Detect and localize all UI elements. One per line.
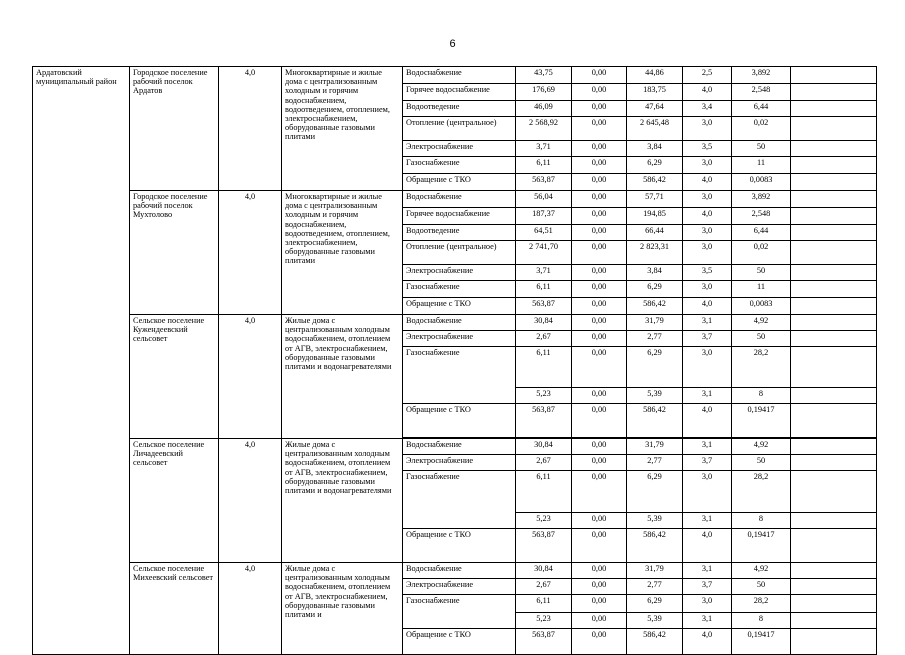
empty-cell: [791, 455, 877, 471]
value-cell: 44,86: [627, 67, 683, 84]
empty-cell: [791, 224, 877, 241]
value-cell: 4,0: [683, 298, 732, 315]
value-cell: 4,92: [732, 563, 791, 579]
service-name: Электроснабжение: [403, 579, 516, 595]
service-name: Водоснабжение: [403, 439, 516, 455]
value-cell: 43,75: [516, 67, 572, 84]
value-cell: 4,0: [683, 174, 732, 191]
value-cell: 30,84: [516, 315, 572, 331]
value-cell: 4,0: [683, 629, 732, 655]
value-cell: 3,4: [683, 100, 732, 117]
housing-description: [282, 191, 403, 315]
empty-cell: [791, 529, 877, 563]
value-cell: 0,00: [572, 513, 627, 529]
value-cell: 563,87: [516, 174, 572, 191]
housing-description: [282, 315, 403, 439]
table-row: [33, 563, 877, 579]
value-cell: 3,0: [683, 347, 732, 388]
housing-description: [282, 563, 403, 655]
value-cell: 2,548: [732, 207, 791, 224]
value-cell: 3,0: [683, 157, 732, 174]
value-cell: 0,19417: [732, 404, 791, 438]
value-cell: 3,84: [627, 140, 683, 157]
empty-cell: [791, 174, 877, 191]
value-cell: 3,892: [732, 191, 791, 208]
value-cell: 183,75: [627, 83, 683, 100]
value-cell: 0,00: [572, 100, 627, 117]
value-cell: 0,00: [572, 264, 627, 281]
value-cell: 50: [732, 140, 791, 157]
value-cell: 6,29: [627, 281, 683, 298]
value-cell: 0,00: [572, 613, 627, 629]
value-cell: 187,37: [516, 207, 572, 224]
value-cell: 46,09: [516, 100, 572, 117]
value-cell: 6,11: [516, 595, 572, 613]
service-name: Отопление (центральное): [403, 241, 516, 264]
value-cell: 6,29: [627, 157, 683, 174]
value-cell: 31,79: [627, 439, 683, 455]
value-cell: 2 823,31: [627, 241, 683, 264]
empty-cell: [791, 471, 877, 513]
value-cell: 3,7: [683, 455, 732, 471]
empty-cell: [791, 117, 877, 140]
value-cell: 6,11: [516, 471, 572, 513]
value-cell: 8: [732, 388, 791, 404]
value-cell: 0,00: [572, 471, 627, 513]
service-name: Обращение с ТКО: [403, 529, 516, 563]
value-cell: 3,0: [683, 241, 732, 264]
value-cell: 0,00: [572, 83, 627, 100]
empty-cell: [791, 388, 877, 404]
service-name: Отопление (центральное): [403, 117, 516, 140]
service-name: Водоснабжение: [403, 315, 516, 331]
empty-cell: [791, 404, 877, 438]
value-cell: 2 741,70: [516, 241, 572, 264]
value-cell: 50: [732, 264, 791, 281]
empty-cell: [791, 83, 877, 100]
value-cell: 0,19417: [732, 629, 791, 655]
value-cell: 3,1: [683, 563, 732, 579]
value-cell: 3,7: [683, 331, 732, 347]
service-name: Водоснабжение: [403, 563, 516, 579]
page-number: 6: [449, 38, 456, 50]
empty-cell: [791, 629, 877, 655]
empty-cell: [791, 67, 877, 84]
value-cell: 0,0083: [732, 298, 791, 315]
table-row: [33, 315, 877, 331]
value-cell: 28,2: [732, 347, 791, 388]
housing-description-text: Жилые дома с централизованным холодным водоснабжением, отоплением от АГВ, электроснабжением, оборудованные газовыми плитами и водонагревателями: [285, 316, 392, 372]
value-cell: 2,77: [627, 455, 683, 471]
service-name: Газоснабжение: [403, 347, 516, 404]
settlement-category: 4,0: [219, 315, 282, 439]
value-cell: 5,39: [627, 513, 683, 529]
value-cell: 3,0: [683, 471, 732, 513]
service-name: Обращение с ТКО: [403, 174, 516, 191]
service-name: Обращение с ТКО: [403, 298, 516, 315]
service-name: Водоснабжение: [403, 67, 516, 84]
empty-cell: [791, 298, 877, 315]
value-cell: 4,0: [683, 83, 732, 100]
empty-cell: [791, 315, 877, 331]
empty-cell: [791, 241, 877, 264]
value-cell: 0,00: [572, 347, 627, 388]
value-cell: 47,64: [627, 100, 683, 117]
value-cell: 586,42: [627, 629, 683, 655]
value-cell: 0,00: [572, 191, 627, 208]
value-cell: 4,0: [683, 207, 732, 224]
value-cell: 5,39: [627, 613, 683, 629]
tariff-table: [32, 66, 877, 655]
empty-cell: [791, 331, 877, 347]
table-row: [33, 67, 877, 84]
service-name: Газоснабжение: [403, 281, 516, 298]
service-name: Электроснабжение: [403, 331, 516, 347]
empty-cell: [791, 579, 877, 595]
settlement-name: Сельское поселение Михеевский сельсовет: [130, 563, 219, 655]
value-cell: 50: [732, 579, 791, 595]
service-name: Газоснабжение: [403, 157, 516, 174]
settlement-name: Городское поселение рабочий поселок Ардатов: [130, 67, 219, 191]
value-cell: 50: [732, 455, 791, 471]
value-cell: 176,69: [516, 83, 572, 100]
value-cell: 0,00: [572, 595, 627, 613]
value-cell: 5,23: [516, 513, 572, 529]
empty-cell: [791, 513, 877, 529]
empty-cell: [791, 191, 877, 208]
service-name: Горячее водоснабжение: [403, 207, 516, 224]
value-cell: 66,44: [627, 224, 683, 241]
value-cell: 2 568,92: [516, 117, 572, 140]
service-name: Водоснабжение: [403, 191, 516, 208]
value-cell: 3,71: [516, 264, 572, 281]
value-cell: 0,00: [572, 207, 627, 224]
empty-cell: [791, 157, 877, 174]
value-cell: 31,79: [627, 315, 683, 331]
value-cell: 3,1: [683, 513, 732, 529]
value-cell: 586,42: [627, 174, 683, 191]
value-cell: 3,892: [732, 67, 791, 84]
table-row: [33, 191, 877, 208]
value-cell: 28,2: [732, 471, 791, 513]
value-cell: 3,0: [683, 117, 732, 140]
value-cell: 30,84: [516, 563, 572, 579]
value-cell: 0,00: [572, 529, 627, 563]
value-cell: 11: [732, 281, 791, 298]
value-cell: 3,1: [683, 315, 732, 331]
value-cell: 6,44: [732, 100, 791, 117]
service-name: Электроснабжение: [403, 264, 516, 281]
settlement-name: Сельское поселение Личадеевский сельсовет: [130, 439, 219, 563]
value-cell: 5,23: [516, 613, 572, 629]
table-body: [33, 67, 877, 655]
value-cell: 2,548: [732, 83, 791, 100]
empty-cell: [791, 100, 877, 117]
value-cell: 6,44: [732, 224, 791, 241]
housing-description-text: Многоквартирные и жилые дома с централизованным холодным и горячим водоснабжением, водоотведением, отоплением, электроснабжением, оборудованные газовыми плитами: [285, 192, 390, 266]
value-cell: 0,00: [572, 298, 627, 315]
settlement-name: Сельское поселение Кужендеевский сельсовет: [130, 315, 219, 439]
value-cell: 0,00: [572, 67, 627, 84]
value-cell: 0,00: [572, 404, 627, 438]
housing-description: [282, 439, 403, 563]
empty-cell: [791, 264, 877, 281]
service-name: Газоснабжение: [403, 595, 516, 629]
value-cell: 0,02: [732, 117, 791, 140]
value-cell: 0,00: [572, 117, 627, 140]
value-cell: 0,00: [572, 331, 627, 347]
value-cell: 2,77: [627, 579, 683, 595]
value-cell: 0,00: [572, 140, 627, 157]
value-cell: 4,92: [732, 315, 791, 331]
empty-cell: [791, 595, 877, 613]
value-cell: 0,02: [732, 241, 791, 264]
value-cell: 4,0: [683, 404, 732, 438]
settlement-category: 4,0: [219, 563, 282, 655]
value-cell: 6,11: [516, 347, 572, 388]
service-name: Электроснабжение: [403, 455, 516, 471]
value-cell: 563,87: [516, 529, 572, 563]
service-name: Водоотведение: [403, 100, 516, 117]
value-cell: 6,29: [627, 347, 683, 388]
value-cell: 3,0: [683, 595, 732, 613]
value-cell: 0,00: [572, 174, 627, 191]
value-cell: 2,67: [516, 331, 572, 347]
settlement-category: 4,0: [219, 439, 282, 563]
value-cell: 56,04: [516, 191, 572, 208]
value-cell: 0,00: [572, 579, 627, 595]
value-cell: 2,67: [516, 455, 572, 471]
empty-cell: [791, 140, 877, 157]
empty-cell: [791, 439, 877, 455]
municipality-cell: Ардатовский муниципальный район: [33, 67, 130, 655]
empty-cell: [791, 563, 877, 579]
value-cell: 5,23: [516, 388, 572, 404]
housing-description-text: Многоквартирные и жилые дома с централизованным холодным и горячим водоснабжением, водоотведением, отоплением, электроснабжением, оборудованные газовыми плитами: [285, 68, 390, 142]
value-cell: 5,39: [627, 388, 683, 404]
value-cell: 586,42: [627, 529, 683, 563]
value-cell: 8: [732, 613, 791, 629]
value-cell: 50: [732, 331, 791, 347]
value-cell: 563,87: [516, 404, 572, 438]
value-cell: 3,5: [683, 140, 732, 157]
empty-cell: [791, 207, 877, 224]
service-name: Газоснабжение: [403, 471, 516, 529]
value-cell: 31,79: [627, 563, 683, 579]
value-cell: 3,84: [627, 264, 683, 281]
value-cell: 4,92: [732, 439, 791, 455]
value-cell: 0,00: [572, 241, 627, 264]
value-cell: 0,19417: [732, 529, 791, 563]
value-cell: 194,85: [627, 207, 683, 224]
value-cell: 11: [732, 157, 791, 174]
value-cell: 2,67: [516, 579, 572, 595]
value-cell: 3,1: [683, 388, 732, 404]
value-cell: 0,00: [572, 157, 627, 174]
value-cell: 3,5: [683, 264, 732, 281]
value-cell: 3,71: [516, 140, 572, 157]
table-row: [33, 439, 877, 455]
value-cell: 3,0: [683, 281, 732, 298]
housing-description-text: Жилые дома с централизованным холодным водоснабжением, отоплением от АГВ, электроснабжением, оборудованные газовыми плитами и водонагревателями: [285, 440, 392, 496]
settlement-name: Городское поселение рабочий поселок Мухтолово: [130, 191, 219, 315]
service-name: Обращение с ТКО: [403, 404, 516, 438]
value-cell: 57,71: [627, 191, 683, 208]
value-cell: 0,0083: [732, 174, 791, 191]
value-cell: 3,1: [683, 439, 732, 455]
value-cell: 0,00: [572, 281, 627, 298]
value-cell: 64,51: [516, 224, 572, 241]
value-cell: 0,00: [572, 315, 627, 331]
value-cell: 6,29: [627, 595, 683, 613]
value-cell: 0,00: [572, 439, 627, 455]
value-cell: 3,0: [683, 191, 732, 208]
value-cell: 6,11: [516, 157, 572, 174]
value-cell: 563,87: [516, 298, 572, 315]
service-name: Электроснабжение: [403, 140, 516, 157]
settlement-category: 4,0: [219, 191, 282, 315]
value-cell: 3,7: [683, 579, 732, 595]
value-cell: 3,1: [683, 613, 732, 629]
value-cell: 4,0: [683, 529, 732, 563]
value-cell: 563,87: [516, 629, 572, 655]
value-cell: 8: [732, 513, 791, 529]
value-cell: 28,2: [732, 595, 791, 613]
value-cell: 0,00: [572, 224, 627, 241]
value-cell: 6,11: [516, 281, 572, 298]
value-cell: 2 645,48: [627, 117, 683, 140]
value-cell: 0,00: [572, 563, 627, 579]
value-cell: 586,42: [627, 298, 683, 315]
settlement-category: 4,0: [219, 67, 282, 191]
empty-cell: [791, 347, 877, 388]
value-cell: 2,5: [683, 67, 732, 84]
service-name: Обращение с ТКО: [403, 629, 516, 655]
value-cell: 0,00: [572, 629, 627, 655]
service-name: Водоотведение: [403, 224, 516, 241]
service-name: Горячее водоснабжение: [403, 83, 516, 100]
value-cell: 30,84: [516, 439, 572, 455]
empty-cell: [791, 281, 877, 298]
value-cell: 6,29: [627, 471, 683, 513]
housing-description-text: Жилые дома с централизованным холодным водоснабжением, отоплением от АГВ, электроснабжением, оборудованные газовыми плитами и: [285, 564, 391, 620]
housing-description: [282, 67, 403, 191]
value-cell: 0,00: [572, 455, 627, 471]
value-cell: 0,00: [572, 388, 627, 404]
value-cell: 586,42: [627, 404, 683, 438]
empty-cell: [791, 613, 877, 629]
value-cell: 2,77: [627, 331, 683, 347]
value-cell: 3,0: [683, 224, 732, 241]
